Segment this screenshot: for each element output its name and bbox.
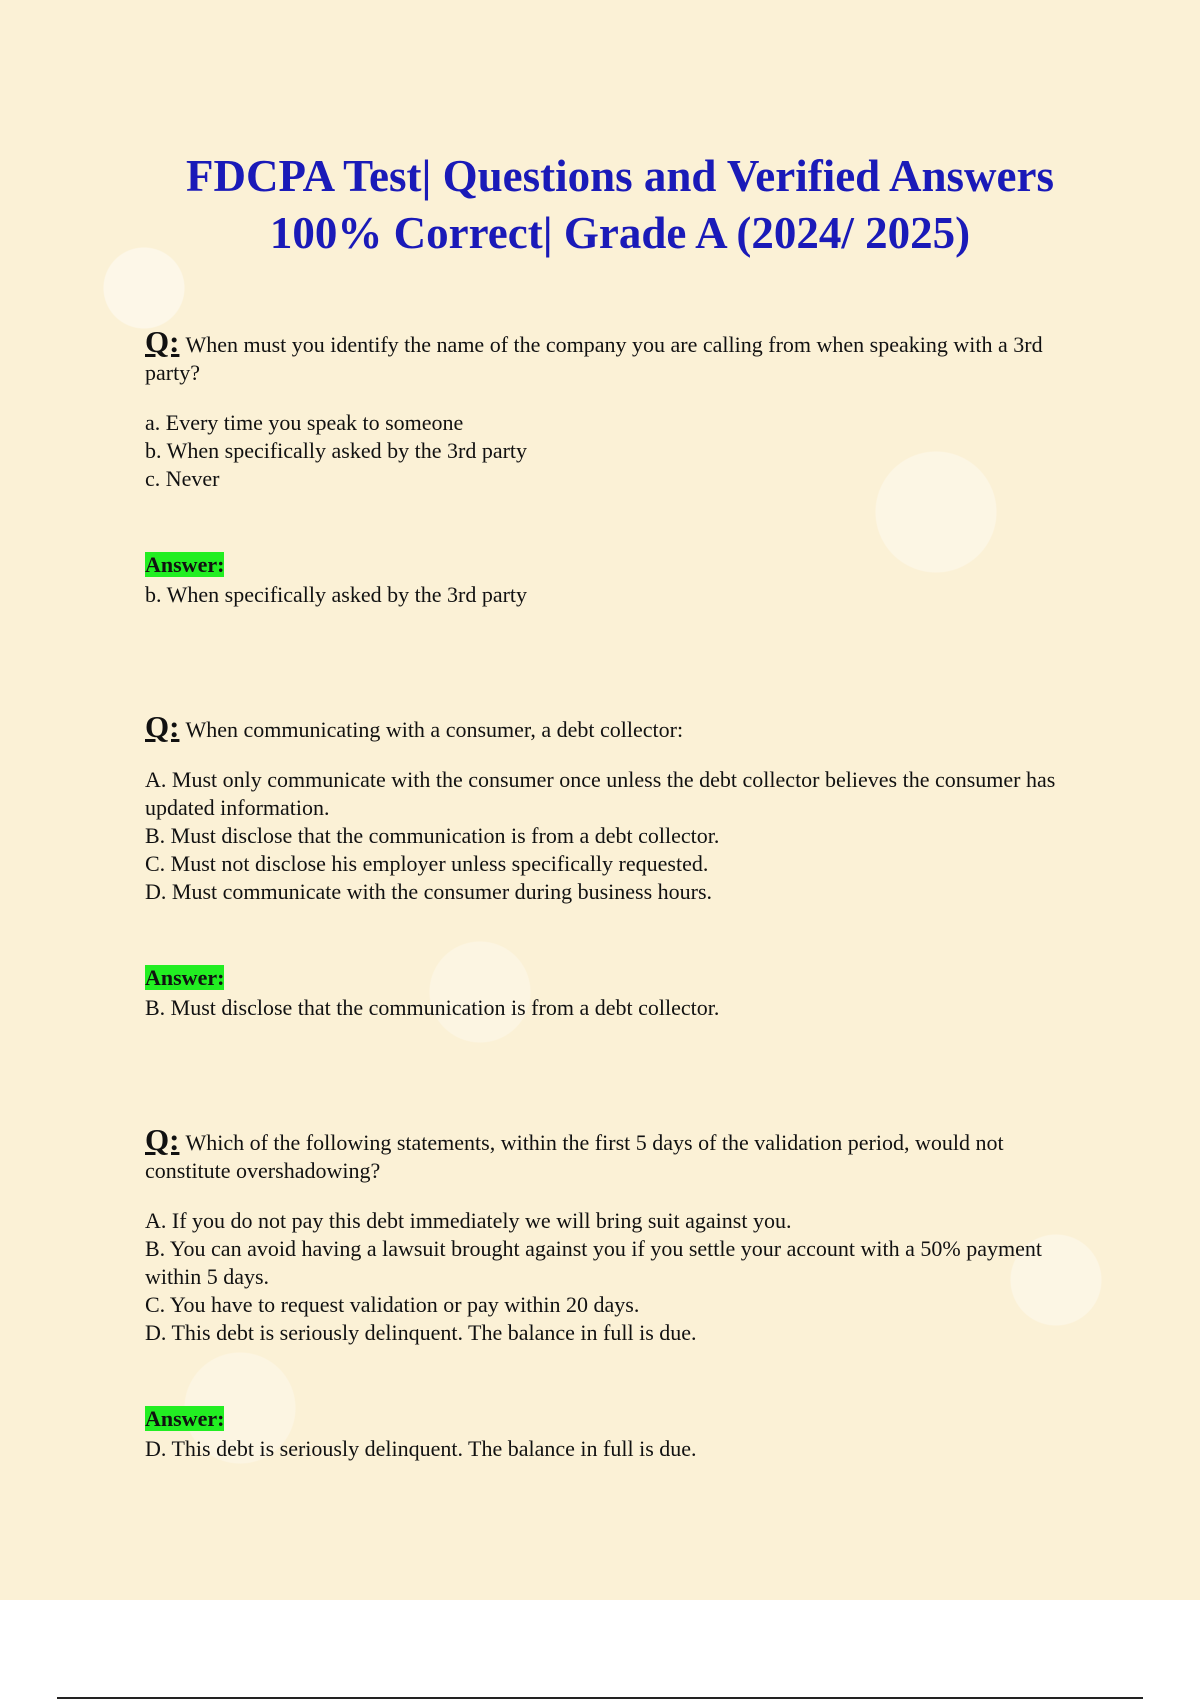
answer-3-text: D. This debt is seriously delinquent. The balance in full is due. (145, 1436, 697, 1461)
answer-label: Answer: (145, 552, 225, 577)
title-line-2: 100% Correct| Grade A (2024/ 2025) (269, 208, 971, 258)
answer-1-text: b. When specifically asked by the 3rd party (145, 582, 528, 607)
answer-label: Answer: (145, 965, 225, 990)
qa-item-3 (145, 1122, 1085, 1463)
question-3-options (145, 1207, 1085, 1347)
option-1c: c. Never (145, 466, 220, 491)
question-label: Q: (145, 324, 180, 359)
qa-item-2 (145, 709, 1085, 1022)
question-2-text: When communicating with a consumer, a debt collector: (185, 717, 684, 742)
option-2d: D. Must communicate with the consumer during business hours. (145, 879, 713, 904)
question-2-options (145, 766, 1085, 906)
option-3d: D. This debt is seriously delinquent. The balance in full is due. (145, 1320, 697, 1345)
title-line-1: FDCPA Test| Questions and Verified Answers (186, 151, 1054, 201)
document-title (0, 148, 1200, 262)
answer-1-block (145, 551, 1085, 609)
answer-2-block (145, 964, 1085, 1022)
question-3 (145, 1122, 1085, 1185)
option-2c: C. Must not disclose his employer unless specifically requested. (145, 851, 709, 876)
option-1b: b. When specifically asked by the 3rd party (145, 438, 528, 463)
question-2 (145, 709, 1085, 744)
question-3-text: Which of the following statements, within the first 5 days of the validation period, would not constitute overshadowing? (145, 1130, 1004, 1183)
option-3c: C. You have to request validation or pay within 20 days. (145, 1292, 640, 1317)
question-label: Q: (145, 1122, 180, 1157)
qa-item-1 (145, 324, 1085, 609)
answer-label: Answer: (145, 1406, 225, 1431)
qa-content (145, 324, 1085, 1463)
question-1-text: When must you identify the name of the company you are calling from when speaking with a 3rd party? (145, 332, 1043, 385)
footer-divider (57, 1697, 1143, 1699)
option-2a: A. Must only communicate with the consumer once unless the debt collector believes the consumer has updated information. (145, 767, 1056, 820)
option-3b: B. You can avoid having a lawsuit brought against you if you settle your account with a 50% payment within 5 days. (145, 1236, 1042, 1289)
answer-3-block (145, 1405, 1085, 1463)
option-3a: A. If you do not pay this debt immediately we will bring suit against you. (145, 1208, 792, 1233)
question-1 (145, 324, 1085, 387)
question-label: Q: (145, 709, 180, 744)
answer-2-text: B. Must disclose that the communication is from a debt collector. (145, 995, 720, 1020)
option-2b: B. Must disclose that the communication is from a debt collector. (145, 823, 720, 848)
option-1a: a. Every time you speak to someone (145, 410, 464, 435)
question-1-options (145, 409, 1085, 493)
